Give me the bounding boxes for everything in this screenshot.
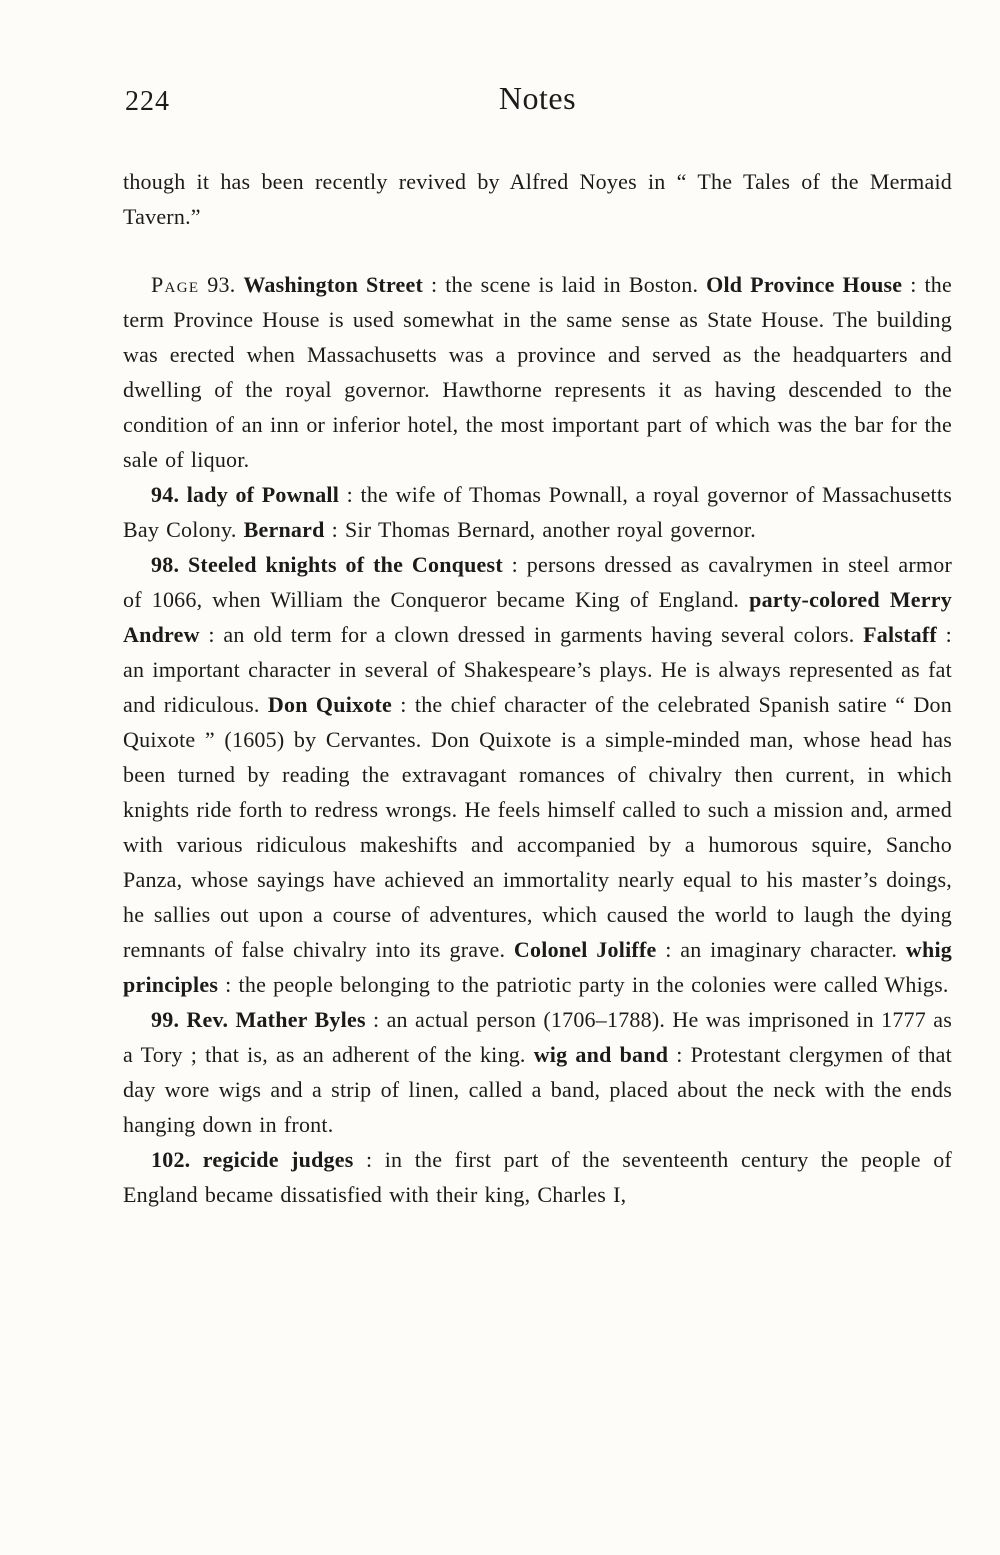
note-text: : the chief character of the celebrated Spanish satire “ Don Quixote ” (1605) by Cervantes. Don Quixote is a simple-minded man, whose head has been turned by reading the extravagant romances of chivalry then current, in which knights ride forth to redress wrongs. He feels himself called to such a mission and, armed with various ridiculous makeshifts and accompanied by a humorous squire, Sancho Panza, whose sayings have achieved an immortality nearly equal to his master’s doings, he sallies out upon a course of adventures, which caused the world to laugh the dying remnants of false chivalry into its grave. — [123, 692, 952, 962]
note-term: 98. Steeled knights of the Conquest — [151, 552, 503, 577]
note-text: : the scene is laid in Boston. — [423, 272, 707, 297]
note-text: 93. — [199, 272, 244, 297]
note-text: : the term Province House is used somewhat in the same sense as State House. The building was erected when Massachusetts was a province and served as the headquarters and dwelling of the royal governor. Hawthorne represents it as having descended to the condition of an inn or inferior hotel, the most important part of which was the bar for the sale of liquor. — [123, 272, 952, 472]
note-term: Bernard — [243, 517, 325, 542]
note-term: Washington Street — [243, 272, 424, 297]
page-ref-word: Page — [151, 272, 200, 297]
note-text: : the wife of Thomas Pownall, a royal governor of Massachusetts Bay Colony. — [123, 482, 952, 542]
note-text: : persons dressed as cavalrymen in steel armor of 1066, when William the Conqueror became King of England. — [123, 552, 952, 612]
note-term: whig principles — [123, 937, 952, 997]
notes-body — [123, 164, 952, 1212]
note-text: : an imaginary character. — [656, 937, 906, 962]
note-paragraph — [123, 547, 952, 1002]
note-text: though it has been recently revived by Alfred Noyes in “ The Tales of the Mermaid Tavern.” — [123, 169, 952, 229]
note-term: party-colored Merry Andrew — [123, 587, 952, 647]
note-paragraph — [123, 267, 952, 477]
note-term: 99. Rev. Mather Byles — [151, 1007, 366, 1032]
note-text: : an actual person (1706–1788). He was imprisoned in 1777 as a Tory ; that is, as an adherent of the king. — [123, 1007, 953, 1067]
note-text: : an important character in several of Shakespeare’s plays. He is always represented as fat and ridiculous. — [123, 622, 952, 717]
note-term: 102. regicide judges — [151, 1147, 354, 1172]
note-term: Don Quixote — [267, 692, 393, 717]
note-term: Falstaff — [863, 622, 937, 647]
note-paragraph — [123, 477, 952, 547]
note-text: : in the first part of the seventeenth century the people of England became dissatisfied with their king, Charles I, — [123, 1147, 952, 1207]
note-term: 94. lady of Pownall — [151, 482, 340, 507]
note-term: Old Province House — [706, 272, 903, 297]
note-text: : an old term for a clown dressed in garments having several colors. — [199, 622, 864, 647]
note-paragraph — [123, 1142, 952, 1212]
note-text: : Sir Thomas Bernard, another royal governor. — [324, 517, 756, 542]
note-paragraph — [123, 1002, 952, 1142]
page-title: Notes — [498, 80, 577, 116]
note-paragraph — [123, 164, 952, 234]
running-head — [123, 80, 952, 124]
note-term: Colonel Joliffe — [513, 937, 657, 962]
note-text: : Protestant clergymen of that day wore wigs and a strip of linen, called a band, placed about the neck with the ends hanging down in front. — [123, 1042, 952, 1137]
note-text: : the people belonging to the patriotic party in the colonies were called Whigs. — [218, 972, 949, 997]
page-number: 224 — [125, 86, 170, 117]
note-term: wig and band — [533, 1042, 669, 1067]
